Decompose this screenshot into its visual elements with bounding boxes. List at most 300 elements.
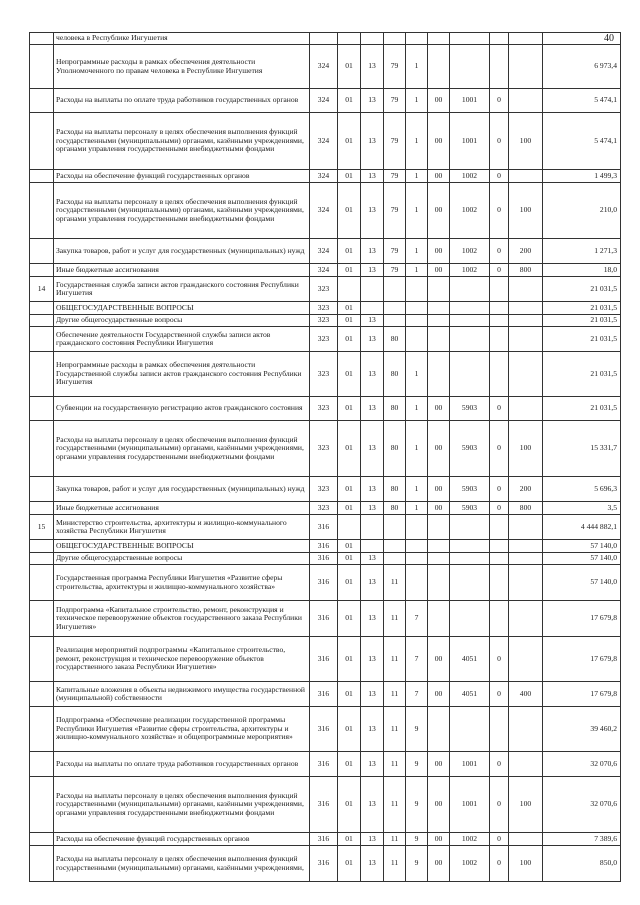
- table-row: [30, 327, 621, 352]
- subprogram-code-cell: 1: [406, 113, 428, 170]
- subsection-code-cell: [361, 277, 384, 302]
- row-number-cell: [30, 89, 54, 113]
- program-code-cell: 11: [384, 682, 406, 707]
- row-name-cell: Непрограммные расходы в рамках обеспечения деятельности Уполномоченного по правам человека в Республике Ингушетия: [54, 45, 310, 89]
- table-row: [30, 421, 621, 477]
- section-code-cell: 01: [338, 833, 361, 846]
- direction-code-cell: [450, 327, 490, 352]
- event-code-cell: [490, 540, 509, 553]
- subprogram-code-cell: 9: [406, 707, 428, 752]
- event-code-cell: [490, 352, 509, 397]
- direction-code-cell: [450, 601, 490, 637]
- direction-code-cell: 5903: [450, 397, 490, 421]
- expense-type-cell: [509, 277, 543, 302]
- subprogram-code-cell: 1: [406, 264, 428, 277]
- table-row: [30, 777, 621, 833]
- amount-cell: 21 031,5: [543, 352, 621, 397]
- expense-type-cell: 800: [509, 502, 543, 515]
- row-name-cell: Другие общегосударственные вопросы: [54, 315, 310, 327]
- measure-code-cell: 00: [428, 502, 450, 515]
- admin-code-cell: 316: [310, 553, 338, 565]
- program-code-cell: 79: [384, 183, 406, 239]
- row-number-cell: [30, 540, 54, 553]
- amount-cell: 21 031,5: [543, 315, 621, 327]
- direction-code-cell: [450, 33, 490, 45]
- admin-code-cell: 316: [310, 540, 338, 553]
- row-name-cell: Министерство строительства, архитектуры и жилищно-коммунального хозяйства Республики Ингушетия: [54, 515, 310, 540]
- row-number-cell: [30, 33, 54, 45]
- row-number-cell: [30, 637, 54, 682]
- table-row: [30, 540, 621, 553]
- row-number-cell: [30, 846, 54, 882]
- expense-type-cell: 800: [509, 264, 543, 277]
- amount-cell: 32 070,6: [543, 777, 621, 833]
- row-name-cell: Иные бюджетные ассигнования: [54, 264, 310, 277]
- event-code-cell: [490, 327, 509, 352]
- row-name-cell: Подпрограмма «Обеспечение реализации государственной программы Республики Ингушетия «Развитие сферы строительства, архитектуры и жилищно-коммунального хозяйства» и общепрограммные мероприятия»: [54, 707, 310, 752]
- expense-type-cell: [509, 637, 543, 682]
- subprogram-code-cell: [406, 327, 428, 352]
- measure-code-cell: [428, 565, 450, 601]
- row-number-cell: [30, 752, 54, 777]
- section-code-cell: 01: [338, 553, 361, 565]
- program-code-cell: [384, 315, 406, 327]
- expense-type-cell: [509, 833, 543, 846]
- admin-code-cell: 324: [310, 89, 338, 113]
- table-row: [30, 682, 621, 707]
- measure-code-cell: [428, 352, 450, 397]
- direction-code-cell: 4051: [450, 637, 490, 682]
- section-code-cell: 01: [338, 565, 361, 601]
- expense-type-cell: 400: [509, 682, 543, 707]
- table-row: [30, 352, 621, 397]
- event-code-cell: 0: [490, 397, 509, 421]
- direction-code-cell: 1002: [450, 264, 490, 277]
- direction-code-cell: 1002: [450, 846, 490, 882]
- amount-cell: 5 696,3: [543, 477, 621, 502]
- direction-code-cell: 1002: [450, 183, 490, 239]
- subsection-code-cell: 13: [361, 264, 384, 277]
- admin-code-cell: 323: [310, 277, 338, 302]
- admin-code-cell: 323: [310, 315, 338, 327]
- expense-type-cell: [509, 315, 543, 327]
- subprogram-code-cell: 1: [406, 397, 428, 421]
- row-number-cell: [30, 183, 54, 239]
- direction-code-cell: 1001: [450, 113, 490, 170]
- subsection-code-cell: [361, 302, 384, 315]
- amount-cell: 17 679,8: [543, 682, 621, 707]
- direction-code-cell: 1001: [450, 89, 490, 113]
- subsection-code-cell: 13: [361, 45, 384, 89]
- table-row: [30, 113, 621, 170]
- admin-code-cell: 316: [310, 601, 338, 637]
- amount-cell: 1 271,3: [543, 239, 621, 264]
- admin-code-cell: 316: [310, 707, 338, 752]
- table-row: [30, 565, 621, 601]
- row-name-cell: Закупка товаров, работ и услуг для государственных (муниципальных) нужд: [54, 477, 310, 502]
- row-number-cell: [30, 327, 54, 352]
- measure-code-cell: [428, 302, 450, 315]
- direction-code-cell: 5903: [450, 502, 490, 515]
- expense-type-cell: [509, 45, 543, 89]
- subprogram-code-cell: 9: [406, 833, 428, 846]
- direction-code-cell: 1002: [450, 239, 490, 264]
- subsection-code-cell: 13: [361, 397, 384, 421]
- amount-cell: 17 679,8: [543, 637, 621, 682]
- subsection-code-cell: 13: [361, 565, 384, 601]
- row-number-cell: [30, 397, 54, 421]
- subsection-code-cell: 13: [361, 637, 384, 682]
- row-name-cell: Расходы на выплаты персоналу в целях обеспечения выполнения функций государственными (муниципальными) органами, казёнными учреждениями, органами управления государственными внебюджетными фондами: [54, 421, 310, 477]
- row-name-cell: Расходы на обеспечение функций государственных органов: [54, 833, 310, 846]
- subprogram-code-cell: 7: [406, 682, 428, 707]
- program-code-cell: 80: [384, 397, 406, 421]
- event-code-cell: [490, 302, 509, 315]
- event-code-cell: 0: [490, 170, 509, 183]
- measure-code-cell: 00: [428, 113, 450, 170]
- row-number-cell: [30, 707, 54, 752]
- program-code-cell: 80: [384, 352, 406, 397]
- program-code-cell: [384, 33, 406, 45]
- row-number-cell: [30, 601, 54, 637]
- program-code-cell: 11: [384, 637, 406, 682]
- row-name-cell: Расходы на выплаты персоналу в целях обеспечения выполнения функций государственными (муниципальными) органами, казёнными учреждениями, органами управления государственными внебюджетными фондами: [54, 777, 310, 833]
- row-name-cell: Непрограммные расходы в рамках обеспечения деятельности Государственной службы записи актов гражданского состояния Республики Ингушетия: [54, 352, 310, 397]
- subsection-code-cell: 13: [361, 846, 384, 882]
- subprogram-code-cell: 1: [406, 477, 428, 502]
- measure-code-cell: 00: [428, 777, 450, 833]
- program-code-cell: 79: [384, 89, 406, 113]
- program-code-cell: 11: [384, 601, 406, 637]
- expense-type-cell: [509, 515, 543, 540]
- direction-code-cell: [450, 707, 490, 752]
- row-number-cell: [30, 352, 54, 397]
- program-code-cell: 80: [384, 421, 406, 477]
- amount-cell: 3,5: [543, 502, 621, 515]
- expense-type-cell: 200: [509, 477, 543, 502]
- subsection-code-cell: 13: [361, 315, 384, 327]
- expense-type-cell: [509, 707, 543, 752]
- row-number-cell: [30, 565, 54, 601]
- direction-code-cell: [450, 553, 490, 565]
- program-code-cell: 11: [384, 777, 406, 833]
- amount-cell: [543, 33, 621, 45]
- expense-type-cell: [509, 565, 543, 601]
- program-code-cell: 11: [384, 752, 406, 777]
- table-row: [30, 397, 621, 421]
- measure-code-cell: 00: [428, 846, 450, 882]
- program-code-cell: 79: [384, 239, 406, 264]
- subprogram-code-cell: 9: [406, 846, 428, 882]
- subprogram-code-cell: 1: [406, 239, 428, 264]
- event-code-cell: 0: [490, 239, 509, 264]
- amount-cell: 5 474,1: [543, 113, 621, 170]
- program-code-cell: 79: [384, 264, 406, 277]
- subprogram-code-cell: 1: [406, 421, 428, 477]
- direction-code-cell: 1002: [450, 833, 490, 846]
- row-name-cell: Субвенции на государственную регистрацию актов гражданского состояния: [54, 397, 310, 421]
- subprogram-code-cell: 9: [406, 752, 428, 777]
- amount-cell: 5 474,1: [543, 89, 621, 113]
- budget-table-body: [30, 33, 621, 882]
- subprogram-code-cell: [406, 515, 428, 540]
- table-row: [30, 477, 621, 502]
- subprogram-code-cell: 1: [406, 170, 428, 183]
- event-code-cell: 0: [490, 477, 509, 502]
- direction-code-cell: 4051: [450, 682, 490, 707]
- measure-code-cell: [428, 315, 450, 327]
- amount-cell: 1 499,3: [543, 170, 621, 183]
- measure-code-cell: 00: [428, 833, 450, 846]
- row-name-cell: Иные бюджетные ассигнования: [54, 502, 310, 515]
- event-code-cell: [490, 565, 509, 601]
- section-code-cell: 01: [338, 264, 361, 277]
- row-number-cell: [30, 421, 54, 477]
- admin-code-cell: 323: [310, 502, 338, 515]
- section-code-cell: [338, 33, 361, 45]
- event-code-cell: 0: [490, 183, 509, 239]
- table-row: [30, 302, 621, 315]
- row-name-cell: Расходы на выплаты персоналу в целях обеспечения выполнения функций государственными (муниципальными) органами, казёнными учреждениями, органами управления государственными внебюджетными фондами: [54, 183, 310, 239]
- page-number: 40: [604, 33, 614, 44]
- subprogram-code-cell: 1: [406, 89, 428, 113]
- measure-code-cell: [428, 45, 450, 89]
- table-row: [30, 264, 621, 277]
- admin-code-cell: 324: [310, 170, 338, 183]
- row-name-cell: Расходы на выплаты по оплате труда работников государственных органов: [54, 89, 310, 113]
- amount-cell: 21 031,5: [543, 327, 621, 352]
- row-number-cell: [30, 264, 54, 277]
- event-code-cell: 0: [490, 264, 509, 277]
- section-code-cell: 01: [338, 352, 361, 397]
- subsection-code-cell: 13: [361, 421, 384, 477]
- subsection-code-cell: 13: [361, 502, 384, 515]
- direction-code-cell: 1002: [450, 170, 490, 183]
- measure-code-cell: [428, 601, 450, 637]
- subsection-code-cell: 13: [361, 113, 384, 170]
- direction-code-cell: 1001: [450, 752, 490, 777]
- subsection-code-cell: 13: [361, 752, 384, 777]
- row-number-cell: [30, 553, 54, 565]
- amount-cell: 15 331,7: [543, 421, 621, 477]
- program-code-cell: [384, 302, 406, 315]
- admin-code-cell: 323: [310, 421, 338, 477]
- direction-code-cell: 5903: [450, 477, 490, 502]
- expense-type-cell: [509, 302, 543, 315]
- row-number-cell: [30, 502, 54, 515]
- measure-code-cell: 00: [428, 170, 450, 183]
- event-code-cell: [490, 707, 509, 752]
- expense-type-cell: 200: [509, 239, 543, 264]
- row-name-cell: Расходы на выплаты по оплате труда работников государственных органов: [54, 752, 310, 777]
- row-name-cell: Государственная служба записи актов гражданского состояния Республики Ингушетия: [54, 277, 310, 302]
- subsection-code-cell: [361, 33, 384, 45]
- direction-code-cell: [450, 565, 490, 601]
- section-code-cell: 01: [338, 397, 361, 421]
- measure-code-cell: 00: [428, 682, 450, 707]
- subsection-code-cell: [361, 515, 384, 540]
- admin-code-cell: 316: [310, 637, 338, 682]
- subsection-code-cell: 13: [361, 553, 384, 565]
- admin-code-cell: 323: [310, 477, 338, 502]
- direction-code-cell: [450, 352, 490, 397]
- section-code-cell: 01: [338, 113, 361, 170]
- event-code-cell: [490, 601, 509, 637]
- program-code-cell: [384, 553, 406, 565]
- section-code-cell: 01: [338, 302, 361, 315]
- admin-code-cell: 323: [310, 352, 338, 397]
- event-code-cell: [490, 277, 509, 302]
- amount-cell: 21 031,5: [543, 397, 621, 421]
- row-number-cell: [30, 170, 54, 183]
- section-code-cell: 01: [338, 477, 361, 502]
- subprogram-code-cell: [406, 277, 428, 302]
- section-code-cell: 01: [338, 327, 361, 352]
- table-row: [30, 239, 621, 264]
- section-code-cell: 01: [338, 752, 361, 777]
- measure-code-cell: [428, 540, 450, 553]
- event-code-cell: 0: [490, 421, 509, 477]
- expense-type-cell: [509, 327, 543, 352]
- subsection-code-cell: 13: [361, 833, 384, 846]
- expense-type-cell: [509, 553, 543, 565]
- expense-type-cell: [509, 540, 543, 553]
- section-code-cell: 01: [338, 239, 361, 264]
- event-code-cell: 0: [490, 833, 509, 846]
- subprogram-code-cell: [406, 553, 428, 565]
- amount-cell: 21 031,5: [543, 277, 621, 302]
- event-code-cell: [490, 553, 509, 565]
- program-code-cell: 11: [384, 833, 406, 846]
- table-row: [30, 183, 621, 239]
- program-code-cell: 80: [384, 477, 406, 502]
- measure-code-cell: 00: [428, 239, 450, 264]
- row-number-cell: 14: [30, 277, 54, 302]
- measure-code-cell: 00: [428, 637, 450, 682]
- expense-type-cell: [509, 397, 543, 421]
- table-row: [30, 315, 621, 327]
- section-code-cell: 01: [338, 502, 361, 515]
- measure-code-cell: 00: [428, 752, 450, 777]
- subsection-code-cell: 13: [361, 170, 384, 183]
- admin-code-cell: 316: [310, 752, 338, 777]
- row-name-cell: Расходы на обеспечение функций государственных органов: [54, 170, 310, 183]
- event-code-cell: 0: [490, 89, 509, 113]
- direction-code-cell: [450, 45, 490, 89]
- amount-cell: 57 140,0: [543, 553, 621, 565]
- expense-type-cell: [509, 352, 543, 397]
- section-code-cell: 01: [338, 45, 361, 89]
- measure-code-cell: [428, 33, 450, 45]
- admin-code-cell: 324: [310, 45, 338, 89]
- measure-code-cell: 00: [428, 397, 450, 421]
- table-row: [30, 846, 621, 882]
- admin-code-cell: 316: [310, 515, 338, 540]
- subsection-code-cell: 13: [361, 601, 384, 637]
- table-row: [30, 170, 621, 183]
- measure-code-cell: [428, 277, 450, 302]
- table-row: [30, 637, 621, 682]
- admin-code-cell: 323: [310, 397, 338, 421]
- admin-code-cell: 316: [310, 565, 338, 601]
- measure-code-cell: [428, 707, 450, 752]
- program-code-cell: 11: [384, 846, 406, 882]
- row-number-cell: 15: [30, 515, 54, 540]
- subprogram-code-cell: 1: [406, 45, 428, 89]
- section-code-cell: [338, 515, 361, 540]
- expense-type-cell: [509, 752, 543, 777]
- event-code-cell: 0: [490, 777, 509, 833]
- measure-code-cell: [428, 515, 450, 540]
- table-row: [30, 601, 621, 637]
- event-code-cell: [490, 315, 509, 327]
- row-number-cell: [30, 302, 54, 315]
- section-code-cell: 01: [338, 89, 361, 113]
- expense-type-cell: 100: [509, 421, 543, 477]
- row-name-cell: Государственная программа Республики Ингушетия «Развитие сферы строительства, архитектуры и жилищно-коммунального хозяйства»: [54, 565, 310, 601]
- row-name-cell: Расходы на выплаты персоналу в целях обеспечения выполнения функций государственными (муниципальными) органами, казёнными учреждениями,: [54, 846, 310, 882]
- measure-code-cell: 00: [428, 477, 450, 502]
- subsection-code-cell: 13: [361, 239, 384, 264]
- event-code-cell: 0: [490, 846, 509, 882]
- row-name-cell: Реализация мероприятий подпрограммы «Капитальное строительство, ремонт, реконструкция и техническое перевооружение объектов государственного заказа Республики Ингушетия»: [54, 637, 310, 682]
- expense-type-cell: [509, 33, 543, 45]
- row-name-cell: Другие общегосударственные вопросы: [54, 553, 310, 565]
- expense-type-cell: [509, 89, 543, 113]
- table-row: [30, 707, 621, 752]
- direction-code-cell: [450, 277, 490, 302]
- event-code-cell: [490, 33, 509, 45]
- table-row: [30, 553, 621, 565]
- event-code-cell: 0: [490, 682, 509, 707]
- amount-cell: 6 973,4: [543, 45, 621, 89]
- measure-code-cell: [428, 327, 450, 352]
- table-row: [30, 502, 621, 515]
- amount-cell: 32 070,6: [543, 752, 621, 777]
- admin-code-cell: [310, 33, 338, 45]
- amount-cell: 18,0: [543, 264, 621, 277]
- table-row: [30, 277, 621, 302]
- table-row: [30, 833, 621, 846]
- expense-type-cell: 100: [509, 846, 543, 882]
- row-number-cell: [30, 777, 54, 833]
- admin-code-cell: 324: [310, 264, 338, 277]
- event-code-cell: 0: [490, 752, 509, 777]
- subsection-code-cell: [361, 540, 384, 553]
- subprogram-code-cell: 7: [406, 601, 428, 637]
- table-row: [30, 45, 621, 89]
- amount-cell: 17 679,8: [543, 601, 621, 637]
- expense-type-cell: [509, 170, 543, 183]
- section-code-cell: 01: [338, 682, 361, 707]
- amount-cell: 7 389,6: [543, 833, 621, 846]
- section-code-cell: 01: [338, 170, 361, 183]
- table-row: [30, 89, 621, 113]
- program-code-cell: 80: [384, 502, 406, 515]
- section-code-cell: 01: [338, 637, 361, 682]
- event-code-cell: 0: [490, 637, 509, 682]
- expense-type-cell: 100: [509, 113, 543, 170]
- row-name-cell: Расходы на выплаты персоналу в целях обеспечения выполнения функций государственными (муниципальными) органами, казёнными учреждениями, органами управления государственными внебюджетными фондами: [54, 113, 310, 170]
- row-number-cell: [30, 682, 54, 707]
- subsection-code-cell: 13: [361, 777, 384, 833]
- amount-cell: 39 460,2: [543, 707, 621, 752]
- table-row: [30, 515, 621, 540]
- program-code-cell: 11: [384, 565, 406, 601]
- section-code-cell: 01: [338, 846, 361, 882]
- amount-cell: 57 140,0: [543, 565, 621, 601]
- section-code-cell: 01: [338, 601, 361, 637]
